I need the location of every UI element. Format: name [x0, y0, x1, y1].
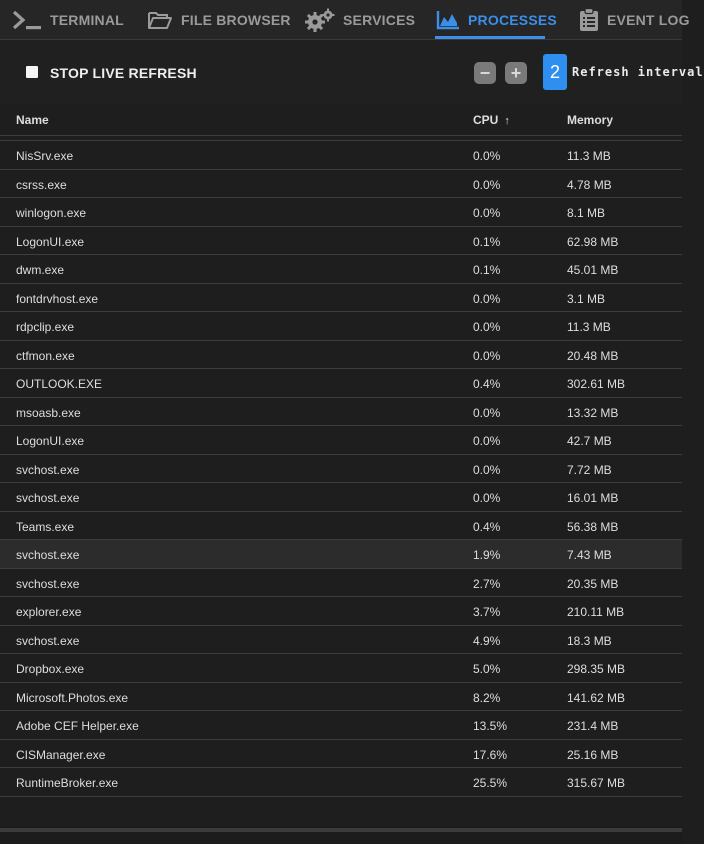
table-row[interactable] — [0, 284, 682, 313]
tab-file-browser-label: FILE BROWSER — [181, 12, 291, 28]
process-memory: 13.32 MB — [567, 405, 619, 420]
tab-terminal[interactable] — [12, 0, 124, 40]
gears-icon — [305, 8, 335, 32]
process-memory: 11.3 MB — [567, 320, 611, 334]
process-memory: 7.72 MB — [567, 462, 612, 477]
process-name: Microsoft.Photos.exe — [16, 690, 129, 705]
process-memory: 298.35 MB — [567, 662, 626, 676]
process-cpu: 0.0% — [473, 291, 501, 306]
process-name: Teams.exe — [16, 519, 75, 534]
process-cpu: 4.9% — [473, 633, 501, 648]
process-cpu: 3.7% — [473, 605, 501, 619]
process-cpu: 0.0% — [473, 320, 501, 334]
process-memory: 56.38 MB — [567, 519, 619, 534]
table-row[interactable] — [0, 341, 682, 370]
process-cpu: 0.1% — [473, 263, 501, 277]
process-cpu: 0.1% — [473, 234, 501, 249]
table-row[interactable] — [0, 198, 682, 227]
increase-interval-button[interactable]: + — [505, 62, 527, 84]
process-name: fontdrvhost.exe — [16, 291, 99, 306]
process-cpu: 0.0% — [473, 177, 501, 192]
table-row[interactable] — [0, 711, 682, 740]
process-name: svchost.exe — [16, 462, 80, 477]
area-chart-icon — [436, 10, 460, 30]
table-row[interactable] — [0, 597, 682, 626]
column-header-cpu-label: CPU — [473, 113, 499, 127]
process-cpu: 8.2% — [473, 690, 501, 705]
process-memory: 210.11 MB — [567, 605, 625, 619]
process-cpu: 0.0% — [473, 206, 501, 220]
terminal-icon — [12, 9, 42, 31]
tab-services[interactable] — [305, 0, 415, 40]
decrease-interval-button[interactable]: − — [474, 62, 496, 84]
table-row[interactable] — [0, 455, 682, 484]
process-name: svchost.exe — [16, 633, 80, 648]
process-memory: 231.4 MB — [567, 719, 619, 733]
process-memory: 20.35 MB — [567, 576, 619, 591]
refresh-interval-label: Refresh interval — [572, 65, 704, 79]
column-header-cpu[interactable] — [473, 113, 510, 127]
table-row[interactable] — [0, 768, 682, 797]
column-header-memory[interactable] — [567, 113, 613, 127]
tab-file-browser[interactable] — [147, 0, 291, 40]
tab-processes-label: PROCESSES — [468, 12, 557, 28]
active-tab-indicator — [435, 36, 545, 39]
process-cpu: 0.4% — [473, 519, 501, 534]
process-memory: 45.01 MB — [567, 263, 619, 277]
process-memory: 11.3 MB — [567, 149, 611, 163]
table-row[interactable] — [0, 483, 682, 512]
sort-ascending-icon: ↑ — [504, 115, 510, 127]
process-cpu: 0.0% — [473, 405, 501, 420]
process-memory: 25.16 MB — [567, 747, 619, 762]
folder-open-icon — [147, 10, 173, 30]
table-row[interactable] — [0, 683, 682, 712]
live-refresh-checkbox[interactable] — [26, 66, 38, 78]
column-header-name-label: Name — [16, 113, 49, 127]
table-row[interactable] — [0, 312, 682, 341]
process-memory: 8.1 MB — [567, 206, 606, 220]
column-header-memory-label: Memory — [567, 113, 614, 127]
process-memory: 18.3 MB — [567, 633, 612, 648]
table-row[interactable] — [0, 369, 682, 398]
process-memory: 315.67 MB — [567, 776, 626, 790]
process-name: explorer.exe — [16, 605, 82, 619]
process-cpu: 17.6% — [473, 747, 508, 762]
tab-event-log-label: EVENT LOG — [607, 12, 690, 28]
process-cpu: 0.4% — [473, 377, 501, 391]
refresh-interval-value[interactable]: 2 — [543, 54, 567, 90]
process-memory: 4.78 MB — [567, 177, 612, 192]
process-name: LogonUI.exe — [16, 234, 85, 249]
process-cpu: 13.5% — [473, 719, 508, 733]
process-cpu: 1.9% — [473, 548, 501, 562]
process-memory: 141.62 MB — [567, 690, 626, 705]
process-name: RuntimeBroker.exe — [16, 776, 119, 790]
table-row[interactable] — [0, 740, 682, 769]
process-name: svchost.exe — [16, 548, 80, 562]
tab-services-label: SERVICES — [343, 12, 416, 28]
horizontal-scrollbar[interactable] — [0, 828, 682, 832]
clipboard-icon — [579, 8, 599, 32]
tab-processes[interactable] — [436, 0, 557, 40]
table-row[interactable] — [0, 255, 682, 284]
process-memory: 7.43 MB — [567, 548, 612, 562]
process-memory: 20.48 MB — [567, 348, 619, 363]
process-memory: 302.61 MB — [567, 377, 626, 391]
process-name: svchost.exe — [16, 491, 80, 505]
process-cpu: 0.0% — [473, 491, 501, 505]
process-cpu: 0.0% — [473, 149, 501, 163]
process-name: ctfmon.exe — [16, 348, 75, 363]
process-name: OUTLOOK.EXE — [16, 377, 103, 391]
process-name: msoasb.exe — [16, 405, 81, 420]
tab-bar — [0, 0, 690, 40]
process-memory: 62.98 MB — [567, 234, 619, 249]
process-name: CISManager.exe — [16, 747, 106, 762]
process-cpu: 5.0% — [473, 662, 501, 676]
table-row[interactable] — [0, 170, 682, 199]
live-refresh-label[interactable]: STOP LIVE REFRESH — [50, 65, 197, 81]
process-cpu: 0.0% — [473, 348, 501, 363]
process-name: winlogon.exe — [16, 206, 87, 220]
table-row[interactable] — [0, 569, 682, 598]
process-name: LogonUI.exe — [16, 434, 85, 448]
process-name: dwm.exe — [16, 263, 65, 277]
table-header — [0, 104, 682, 136]
process-name: NisSrv.exe — [16, 149, 74, 163]
process-name: rdpclip.exe — [16, 320, 75, 334]
process-name: Adobe CEF Helper.exe — [16, 719, 139, 733]
column-header-name[interactable] — [16, 113, 49, 127]
process-name: Dropbox.exe — [16, 662, 85, 676]
process-name: svchost.exe — [16, 576, 80, 591]
table-row[interactable] — [0, 426, 682, 455]
table-row-hovered[interactable] — [0, 540, 682, 569]
tab-event-log[interactable] — [579, 0, 690, 40]
process-cpu: 0.0% — [473, 434, 501, 448]
process-cpu: 0.0% — [473, 462, 501, 477]
table-row[interactable] — [0, 227, 682, 256]
table-row[interactable] — [0, 626, 682, 655]
table-row[interactable] — [0, 398, 682, 427]
process-memory: 3.1 MB — [567, 291, 606, 306]
process-cpu: 2.7% — [473, 576, 501, 591]
table-row[interactable] — [0, 512, 682, 541]
tab-terminal-label: TERMINAL — [50, 12, 124, 28]
process-cpu: 25.5% — [473, 776, 508, 790]
table-row[interactable] — [0, 141, 682, 170]
process-memory: 42.7 MB — [567, 434, 612, 448]
process-name: csrss.exe — [16, 177, 67, 192]
process-memory: 16.01 MB — [567, 491, 619, 505]
table-row[interactable] — [0, 654, 682, 683]
toolbar — [0, 40, 704, 104]
process-table-body — [0, 141, 682, 797]
